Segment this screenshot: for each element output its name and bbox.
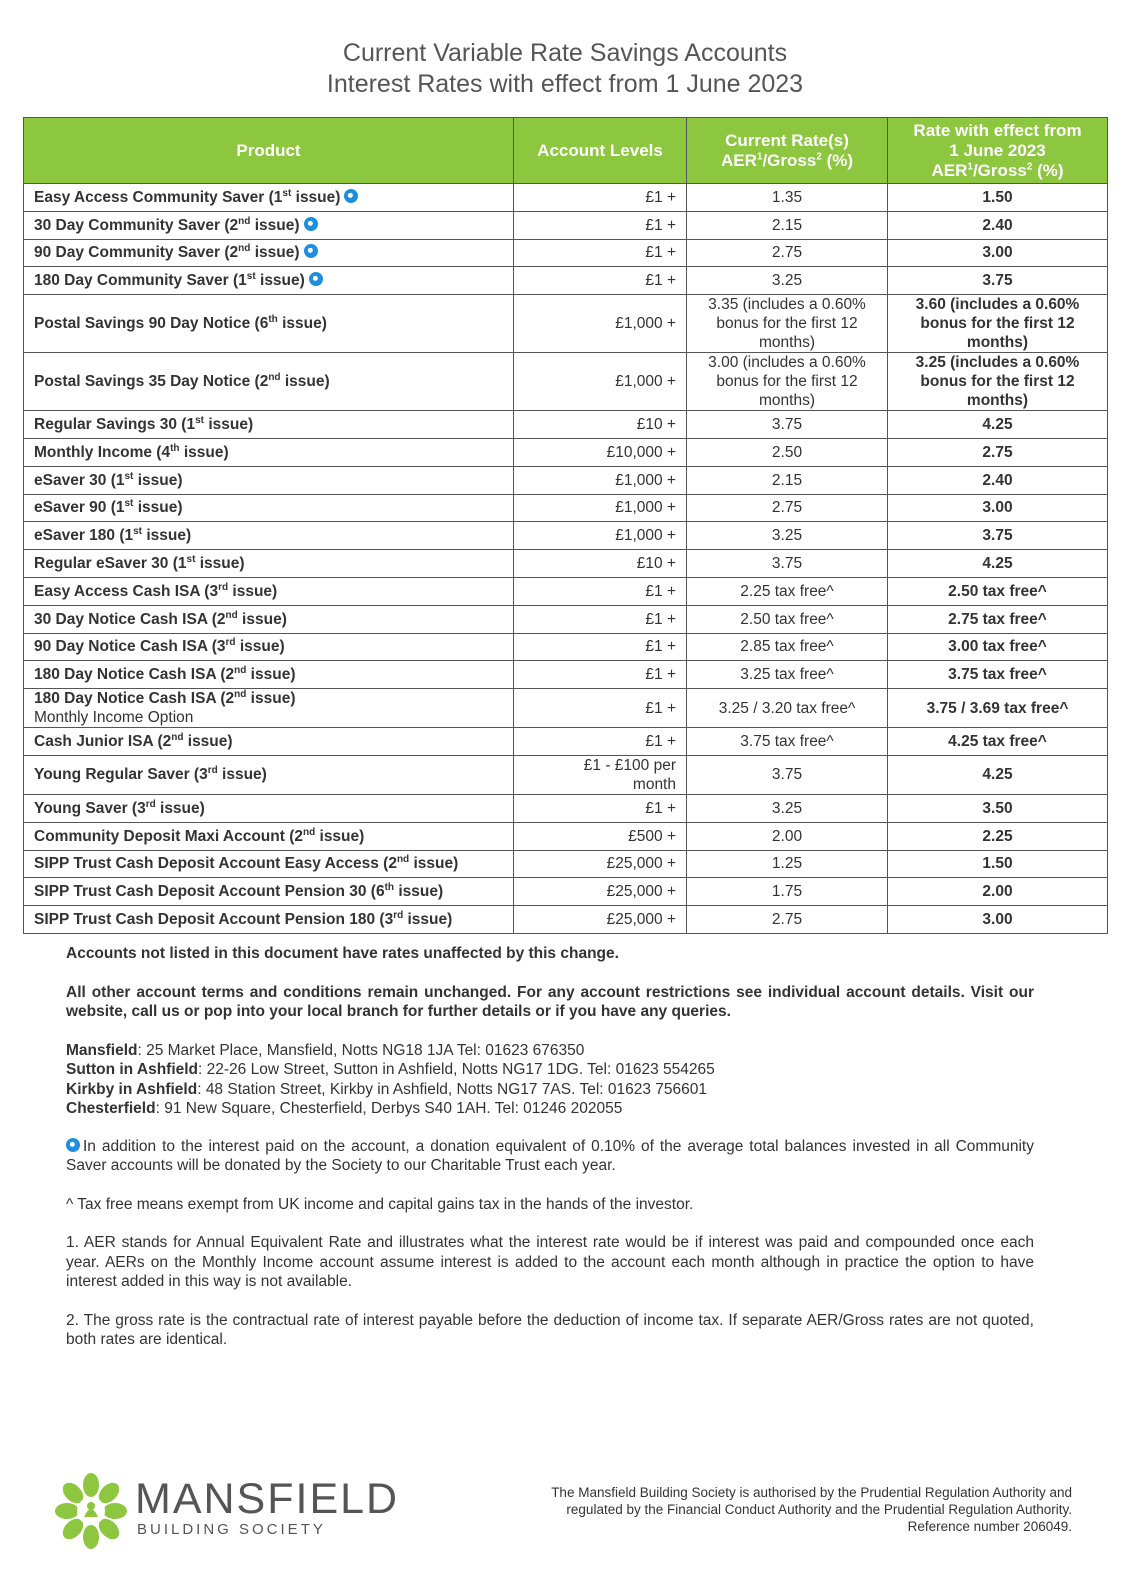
community-icon [304,217,318,231]
account-level-cell: £1,000 + [514,494,687,522]
rates-table [23,117,1108,934]
account-level-cell: £500 + [514,822,687,850]
table-row [24,466,1108,494]
current-rate-cell: 3.25 tax free^ [687,661,888,689]
header-current-rate-line1: Current Rate(s) [725,130,849,150]
table-row [24,661,1108,689]
current-rate-cell: 3.25 [687,522,888,550]
account-level-cell: £25,000 + [514,878,687,906]
table-row [24,438,1108,466]
table-row [24,605,1108,633]
table-row [24,211,1108,239]
table-header-row [24,118,1108,184]
new-rate-cell: 3.00 [888,494,1108,522]
current-rate-cell: 3.75 [687,411,888,439]
title-line-1: Current Variable Rate Savings Accounts [342,39,788,67]
table-row [24,295,1108,353]
current-rate-cell: 2.75 [687,906,888,934]
product-name-cell: 90 Day Community Saver (2nd issue) [24,239,514,267]
new-rate-cell: 4.25 [888,755,1108,794]
logo-subtitle: BUILDING SOCIETY [137,1521,326,1538]
new-rate-cell: 3.00 tax free^ [888,633,1108,661]
product-name-cell: Postal Savings 35 Day Notice (2nd issue) [24,353,514,411]
product-name-cell: eSaver 90 (1st issue) [24,494,514,522]
branch-line: Chesterfield: 91 New Square, Chesterfield, Derbys S40 1AH. Tel: 01246 202055 [66,1100,623,1117]
community-icon [66,1138,80,1152]
leaf-emblem-icon [55,1473,127,1549]
table-row [24,689,1108,728]
community-icon [304,244,318,258]
header-new-rate-line1: Rate with effect from [913,120,1082,140]
account-level-cell: £10 + [514,550,687,578]
note-tax-free: ^ Tax free means exempt from UK income and capital gains tax in the hands of the investor. [66,1195,694,1213]
table-row [24,522,1108,550]
note-aer: 1. AER stands for Annual Equivalent Rate and illustrates what the interest rate would be if interest was paid and compounded once each year. AERs on the Monthly Income account assume interest is added to the account each month although in practice the option to have interest added in this way is not available. [66,1234,1034,1290]
account-level-cell: £1 + [514,728,687,756]
current-rate-cell: 2.15 [687,466,888,494]
new-rate-cell: 3.75 tax free^ [888,661,1108,689]
community-icon [309,272,323,286]
current-rate-cell: 2.50 tax free^ [687,605,888,633]
current-rate-cell: 3.75 tax free^ [687,728,888,756]
note-donation: In addition to the interest paid on the account, a donation equivalent of 0.10% of the average total balances invested in all Community Saver accounts will be donated by the Society to our Charitable Trust each year. [66,1137,1034,1174]
account-level-cell: £1 + [514,267,687,295]
new-rate-cell: 4.25 [888,550,1108,578]
account-level-cell: £1 + [514,661,687,689]
account-level-cell: £25,000 + [514,850,687,878]
product-name-cell: Regular Savings 30 (1st issue) [24,411,514,439]
new-rate-cell: 2.40 [888,466,1108,494]
current-rate-cell: 3.35 (includes a 0.60% bonus for the first 12 months) [687,295,888,353]
regulatory-statement: The Mansfield Building Society is authorised by the Prudential Regulation Authority and regulated by the Financial Conduct Authority and the Prudential Regulation Authority. Reference number 206049. [551,1485,1072,1534]
table-row [24,906,1108,934]
product-subline: Monthly Income Option [34,709,194,727]
product-name-cell: 180 Day Notice Cash ISA (2nd issue) [24,661,514,689]
account-level-cell: £25,000 + [514,906,687,934]
table-row [24,577,1108,605]
logo-name: MANSFIELD [135,1475,400,1523]
account-level-cell: £1,000 + [514,466,687,494]
account-level-cell: £1 + [514,633,687,661]
table-row [24,184,1108,212]
header-new-rate: Rate with effect from 1 June 2023 AER$^1$/Gross$^2$ (%) [888,118,1108,184]
account-level-cell: £1 + [514,605,687,633]
account-level-cell: £1 + [514,211,687,239]
product-name-cell: Cash Junior ISA (2nd issue) [24,728,514,756]
account-level-cell: £1 + [514,689,687,728]
note-unaffected: Accounts not listed in this document have rates unaffected by this change. [66,945,619,962]
header-product: Product [24,118,514,184]
account-level-cell: £1,000 + [514,353,687,411]
current-rate-cell: 1.75 [687,878,888,906]
product-name-cell: Young Saver (3rd issue) [24,794,514,822]
account-level-cell: £1 + [514,239,687,267]
account-level-cell: £1 + [514,794,687,822]
current-rate-cell: 1.35 [687,184,888,212]
account-level-cell: £1 + [514,184,687,212]
branch-line: Sutton in Ashfield: 22-26 Low Street, Sutton in Ashfield, Notts NG17 1DG. Tel: 01623 554265 [66,1061,715,1078]
new-rate-cell: 2.50 tax free^ [888,577,1108,605]
product-name-cell: 90 Day Notice Cash ISA (3rd issue) [24,633,514,661]
table-row [24,239,1108,267]
new-rate-cell: 3.00 [888,239,1108,267]
current-rate-cell: 2.75 [687,494,888,522]
table-row [24,755,1108,794]
table-row [24,822,1108,850]
new-rate-cell: 3.00 [888,906,1108,934]
table-row [24,794,1108,822]
account-level-cell: £1,000 + [514,295,687,353]
new-rate-cell: 4.25 [888,411,1108,439]
table-row [24,878,1108,906]
current-rate-cell: 2.15 [687,211,888,239]
product-name-cell: Easy Access Community Saver (1st issue) [24,184,514,212]
new-rate-cell: 3.25 (includes a 0.60% bonus for the first 12 months) [888,353,1108,411]
branch-addresses [66,1041,1034,1119]
new-rate-cell: 2.75 tax free^ [888,605,1108,633]
new-rate-cell: 2.40 [888,211,1108,239]
new-rate-cell: 3.50 [888,794,1108,822]
table-row [24,728,1108,756]
account-level-cell: £10 + [514,411,687,439]
rates-table-body [24,184,1108,934]
header-current-rate: Current Rate(s) AER$^1$/Gross$^2$ (%) [687,118,888,184]
product-name-cell: 180 Day Community Saver (1st issue) [24,267,514,295]
current-rate-cell: 3.75 [687,755,888,794]
new-rate-cell: 2.00 [888,878,1108,906]
new-rate-cell: 3.75 / 3.69 tax free^ [888,689,1108,728]
product-name-cell: SIPP Trust Cash Deposit Account Easy Access (2nd issue) [24,850,514,878]
new-rate-cell: 3.60 (includes a 0.60% bonus for the first 12 months) [888,295,1108,353]
document-title [0,38,1130,100]
account-level-cell: £10,000 + [514,438,687,466]
current-rate-cell: 2.50 [687,438,888,466]
account-level-cell: £1,000 + [514,522,687,550]
new-rate-cell: 3.75 [888,522,1108,550]
title-line-2: Interest Rates with effect from 1 June 2023 [326,70,804,98]
branch-line: Kirkby in Ashfield: 48 Station Street, Kirkby in Ashfield, Notts NG17 7AS. Tel: 01623 756601 [66,1080,708,1098]
current-rate-cell: 3.25 [687,794,888,822]
mansfield-logo [55,1473,415,1549]
note-gross: 2. The gross rate is the contractual rate of interest payable before the deduction of income tax. If separate AER/Gross rates are not quoted, both rates are identical. [66,1311,1034,1348]
current-rate-cell: 3.25 / 3.20 tax free^ [687,689,888,728]
product-name-cell: eSaver 180 (1st issue) [24,522,514,550]
new-rate-cell: 4.25 tax free^ [888,728,1108,756]
new-rate-cell: 2.75 [888,438,1108,466]
current-rate-cell: 3.00 (includes a 0.60% bonus for the first 12 months) [687,353,888,411]
product-name-cell: 30 Day Community Saver (2nd issue) [24,211,514,239]
new-rate-cell: 3.75 [888,267,1108,295]
product-name-cell: Community Deposit Maxi Account (2nd issue) [24,822,514,850]
product-name-cell: Easy Access Cash ISA (3rd issue) [24,577,514,605]
table-row [24,850,1108,878]
new-rate-cell: 2.25 [888,822,1108,850]
table-row [24,267,1108,295]
current-rate-cell: 2.85 tax free^ [687,633,888,661]
current-rate-cell: 2.00 [687,822,888,850]
product-name-cell: SIPP Trust Cash Deposit Account Pension 180 (3rd issue) [24,906,514,934]
table-row [24,550,1108,578]
notes-section [66,944,1034,1369]
current-rate-cell: 1.25 [687,850,888,878]
product-name-cell: Regular eSaver 30 (1st issue) [24,550,514,578]
current-rate-cell: 2.75 [687,239,888,267]
community-icon [344,189,358,203]
table-row [24,633,1108,661]
branch-line: Mansfield: 25 Market Place, Mansfield, Notts NG18 1JA Tel: 01623 676350 [66,1041,585,1059]
product-name-cell: 180 Day Notice Cash ISA (2nd issue) Monthly Income Option [24,689,514,728]
product-name-cell: SIPP Trust Cash Deposit Account Pension 30 (6th issue) [24,878,514,906]
product-name-cell: eSaver 30 (1st issue) [24,466,514,494]
account-level-cell: £1 - £100 per month [514,755,687,794]
product-name-cell: Monthly Income (4th issue) [24,438,514,466]
new-rate-cell: 1.50 [888,850,1108,878]
current-rate-cell: 3.75 [687,550,888,578]
table-row [24,353,1108,411]
note-terms: All other account terms and conditions remain unchanged. For any account restrictions see individual account details. Visit our website, call us or pop into your local branch for further details or if you have any queries. [66,983,1034,1020]
current-rate-cell: 2.25 tax free^ [687,577,888,605]
product-name-cell: Postal Savings 90 Day Notice (6th issue) [24,295,514,353]
header-account-levels: Account Levels [514,118,687,184]
header-new-rate-line2: 1 June 2023 [949,140,1046,160]
table-row [24,411,1108,439]
new-rate-cell: 1.50 [888,184,1108,212]
product-name-cell: 30 Day Notice Cash ISA (2nd issue) [24,605,514,633]
current-rate-cell: 3.25 [687,267,888,295]
product-name-cell: Young Regular Saver (3rd issue) [24,755,514,794]
account-level-cell: £1 + [514,577,687,605]
table-row [24,494,1108,522]
